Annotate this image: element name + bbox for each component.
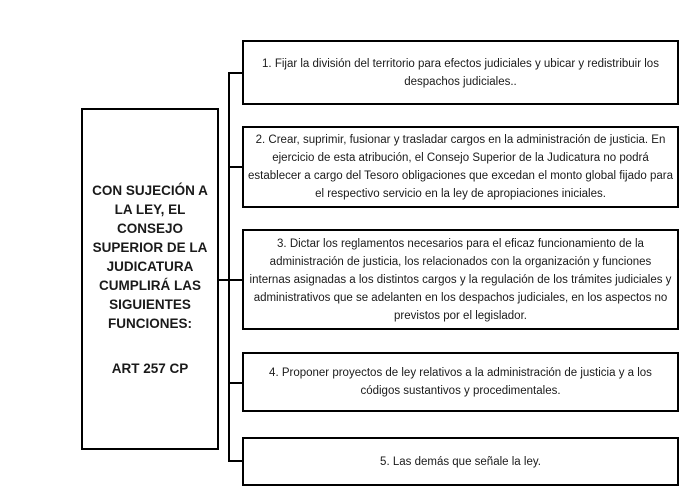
main-concept-box (81, 108, 219, 450)
function-text-4: 4. Proponer proyectos de ley relativos a la administración de justicia y a los códigos sustantivos y procedimentales. (269, 367, 652, 397)
function-text-3: 3. Dictar los reglamentos necesarios para el eficaz funcionamiento de la administración de justicia, los relacionados con la organización y funciones internas asignadas a los distintos cargos y la regulación de los trámites judiciales y administrativos que se adelanten en los despachos judiciales, en los aspectos no previstos por el legislador. (249, 237, 672, 322)
function-box-3 (242, 229, 679, 330)
function-text-5: 5. Las demás que señale la ley. (380, 455, 541, 468)
connector-branch-4 (228, 382, 242, 384)
function-box-2 (242, 126, 679, 208)
main-concept-title: CON SUJECIÓN A LA LEY, EL CONSEJO SUPERIOR DE LA JUDICATURA CUMPLIRÁ LAS SIGUIENTES FUNCIONES: (92, 182, 208, 331)
connector-branch-2 (228, 166, 242, 168)
connector-branch-5 (228, 460, 242, 462)
article-reference: ART 257 CP (111, 360, 189, 376)
function-text-1: 1. Fijar la división del territorio para efectos judiciales y ubicar y redistribuir los despachos judiciales.. (262, 57, 659, 88)
function-box-1 (242, 40, 679, 105)
connector-branch-3 (228, 279, 242, 281)
function-text-2: 2. Crear, suprimir, fusionar y trasladar cargos en la administración de justicia. En ejercicio de esta atribución, el Consejo Superior de la Judicatura no podrá establecer a cargo del Tesoro obligaciones que excedan el monto global fijado para el respectivo servicio en la ley de apropiaciones iniciales. (248, 134, 673, 200)
connector-branch-1 (228, 72, 242, 74)
function-box-4 (242, 352, 679, 412)
connector-trunk (228, 72, 230, 461)
function-box-5 (242, 437, 679, 486)
